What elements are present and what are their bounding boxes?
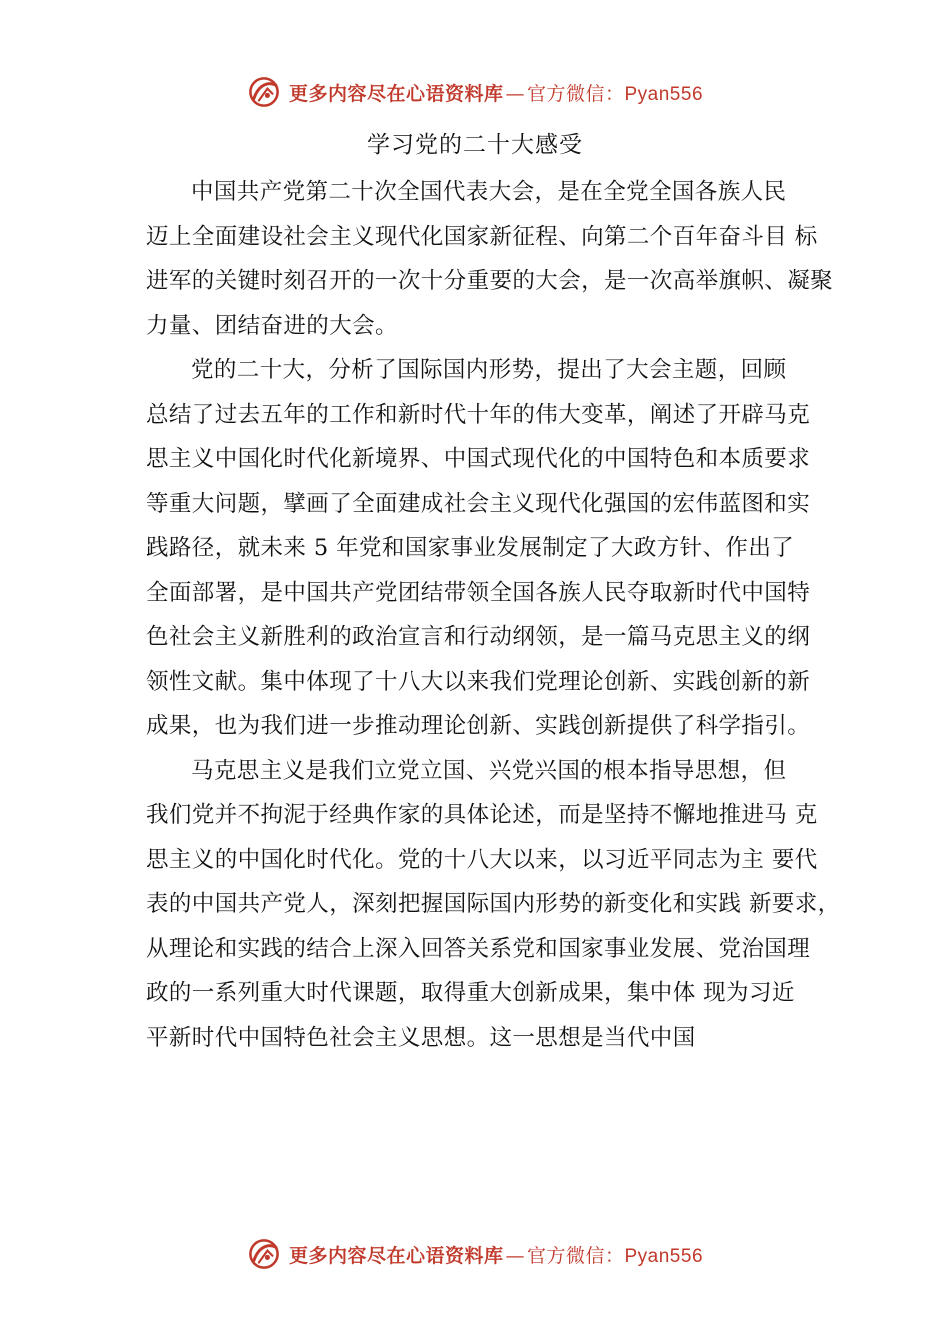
paragraph-line: 思主义的中国化时代化。党的十八大以来，以习近平同志为主 要代 <box>146 846 818 873</box>
paragraph-line: 色社会主义新胜利的政治宣言和行动纲领，是一篇马克思主义的纲 <box>146 624 811 650</box>
header-banner-inner <box>247 75 703 109</box>
paragraph-line: 成果，也为我们进一步推动理论创新、实践创新提供了科学指引。 <box>146 713 811 739</box>
paragraph-line: 等重大问题，擘画了全面建成社会主义现代化强国的宏伟蓝图和实 <box>146 490 811 517</box>
footer-wechat-label: 官方微信： <box>526 1244 625 1267</box>
paragraph-line: 从理论和实践的结合上深入回答关系党和国家事业发展、党治国理 <box>146 935 811 962</box>
footer-wechat-id: Pyan556 <box>624 1245 704 1267</box>
paragraph-3 <box>146 749 841 1061</box>
paragraph-line: 我们党并不拘泥于经典作家的具体论述，而是坚持不懈地推进马 克 <box>146 802 818 828</box>
paragraph-line: 总结了过去五年的工作和新时代十年的伟大变革，阐述了开辟马克 <box>146 401 811 428</box>
paragraph-line: 践路径，就未来 5 年党和国家事业发展制定了大政方针、作出了 <box>146 535 795 561</box>
header-wechat-label: 官方微信： <box>526 82 625 105</box>
footer-banner-text <box>289 1241 703 1268</box>
footer-banner <box>0 1232 950 1276</box>
paragraph-line: 中国共产党第二十次全国代表大会，是在全党全国各族人民 <box>191 179 787 205</box>
paragraph-line: 马克思主义是我们立党立国、兴党兴国的根本指导思想，但 <box>191 757 787 784</box>
header-banner <box>0 70 950 114</box>
header-banner-main: 更多内容尽在心语资料库 <box>288 82 504 105</box>
footer-banner-separator: — <box>505 1244 525 1267</box>
header-wechat-id: Pyan556 <box>624 83 704 105</box>
brand-logo-icon <box>247 75 281 109</box>
paragraph-2 <box>146 348 836 749</box>
paragraph-line: 全面部署，是中国共产党团结带领全国各族人民夺取新时代中国特 <box>146 579 811 606</box>
header-banner-text <box>289 79 703 106</box>
footer-banner-main: 更多内容尽在心语资料库 <box>288 1244 504 1267</box>
document-title: 学习党的二十大感受 <box>367 132 583 158</box>
paragraph-line: 思主义中国化时代化新境界、中国式现代化的中国特色和本质要求 <box>146 446 811 472</box>
paragraph-line: 表的中国共产党人，深刻把握国际国内形势的新变化和实践 新要求， <box>146 891 841 917</box>
paragraph-1 <box>146 170 836 348</box>
header-banner-separator: — <box>505 82 525 105</box>
paragraph-line: 领性文献。集中体现了十八大以来我们党理论创新、实践创新的新 <box>146 668 811 695</box>
paragraph-line: 平新时代中国特色社会主义思想。这一思想是当代中国 <box>146 1024 696 1051</box>
document-body <box>146 170 841 1060</box>
paragraph-line: 党的二十大，分析了国际国内形势，提出了大会主题，回顾 <box>191 357 787 383</box>
brand-logo-icon <box>247 1237 281 1271</box>
paragraph-line: 政的一系列重大时代课题，取得重大创新成果，集中体 现为习近 <box>146 980 795 1006</box>
paragraph-line: 进军的关键时刻召开的一次十分重要的大会，是一次高举旗帜、凝聚 <box>146 268 834 294</box>
paragraph-line: 迈上全面建设社会主义现代化国家新征程、向第二个百年奋斗目 标 <box>146 223 818 250</box>
paragraph-line: 力量、团结奋进的大会。 <box>146 312 398 339</box>
footer-banner-inner <box>247 1237 703 1271</box>
